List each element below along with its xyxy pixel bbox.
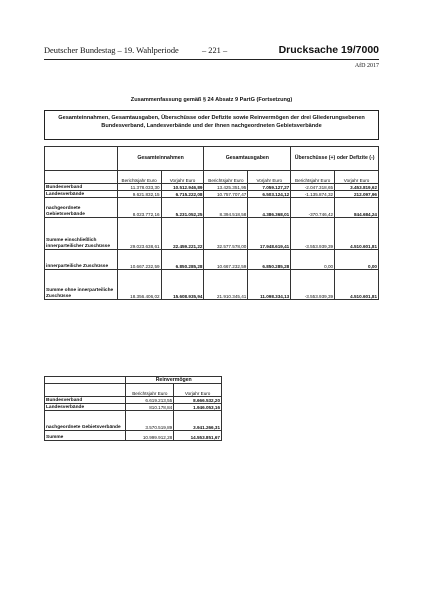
- column-header: Vorjahr Euro: [161, 171, 204, 184]
- cell-value: 8.023.772,16: [117, 198, 161, 218]
- column-header: Vorjahr Euro: [174, 384, 222, 397]
- cell-value: 1.946.053,16: [174, 404, 222, 411]
- table-row: [45, 397, 222, 404]
- cell-value: 10.512.946,89: [161, 184, 204, 191]
- corner-cell: [45, 384, 126, 397]
- group-header: Reinvermögen: [126, 377, 222, 384]
- cell-value: -3.553.939,39: [291, 218, 335, 250]
- cell-value: 6.850.285,28: [161, 250, 204, 270]
- cell-value: 3.941.266,31: [174, 411, 222, 431]
- page-header: [44, 44, 379, 58]
- table-row: [45, 191, 379, 198]
- cell-value: -2.047.318,65: [291, 184, 335, 191]
- cell-value: 10.757.707,47: [204, 191, 248, 198]
- cell-value: 11.098.334,13: [248, 270, 291, 300]
- row-label: nachgeordnete Gebietsverbände: [45, 411, 126, 431]
- cell-value: 22.459.221,22: [161, 218, 204, 250]
- table-row: [45, 411, 222, 431]
- cell-value: 212.097,96: [335, 191, 379, 198]
- table-row: [45, 184, 379, 191]
- cell-value: 0,00: [291, 250, 335, 270]
- cell-value: 18.356.406,02: [117, 270, 161, 300]
- table-row: [45, 198, 379, 218]
- row-label: Landesverbände: [45, 404, 126, 411]
- cell-value: 10.667.232,59: [117, 250, 161, 270]
- table-row: [45, 431, 222, 441]
- cell-value: 844.684,24: [335, 198, 379, 218]
- summary-table: [44, 146, 379, 300]
- cell-value: -370.746,42: [291, 198, 335, 218]
- cell-value: 4.510.601,81: [335, 270, 379, 300]
- cell-value: -3.553.939,39: [291, 270, 335, 300]
- cell-value: 5.231.052,25: [161, 198, 204, 218]
- cell-value: 8.394.518,58: [204, 198, 248, 218]
- cell-value: 0,00: [335, 250, 379, 270]
- group-header: Überschüsse (+) oder Defizite (-): [291, 147, 379, 171]
- table-row: [45, 250, 379, 270]
- cell-value: 15.608.935,94: [161, 270, 204, 300]
- header-rule: [44, 59, 379, 60]
- column-header: Berichtsjahr Euro: [117, 171, 161, 184]
- cell-value: 6.850.285,28: [248, 250, 291, 270]
- cell-value: 6.503.124,12: [248, 191, 291, 198]
- column-header: Berichtsjahr Euro: [291, 171, 335, 184]
- net-assets-table: [44, 376, 222, 441]
- row-label: Summe einschließlich innerparteilicher Zuschüsse: [45, 218, 118, 250]
- page-number: – 221 –: [202, 46, 228, 55]
- cell-value: 9.621.832,15: [117, 191, 161, 198]
- table-row: [45, 218, 379, 250]
- row-label: Landesverbände: [45, 191, 118, 198]
- group-header: Gesamteinnahmen: [117, 147, 204, 171]
- cell-value: 810.178,84: [126, 404, 174, 411]
- cell-value: -1.135.874,32: [291, 191, 335, 198]
- cell-value: 11.378.033,30: [117, 184, 161, 191]
- cell-value: 32.577.578,00: [204, 218, 248, 250]
- row-label: Bundesverband: [45, 397, 126, 404]
- cell-value: 13.425.351,95: [204, 184, 248, 191]
- cell-value: 3.453.819,62: [335, 184, 379, 191]
- corner-cell: [45, 147, 118, 171]
- table-row: [45, 270, 379, 300]
- cell-value: 17.948.619,41: [248, 218, 291, 250]
- group-header: Gesamtausgaben: [204, 147, 291, 171]
- document-number: Drucksache 19/7000: [278, 44, 379, 56]
- cell-value: 4.386.368,01: [248, 198, 291, 218]
- column-header: Berichtsjahr Euro: [126, 384, 174, 397]
- party-year-label: AfD 2017: [354, 63, 379, 69]
- cell-value: 3.570.519,89: [126, 411, 174, 431]
- column-header: Vorjahr Euro: [335, 171, 379, 184]
- cell-value: 6.715.222,08: [161, 191, 204, 198]
- cell-value: 8.666.532,20: [174, 397, 222, 404]
- cell-value: 14.553.851,67: [174, 431, 222, 441]
- section-title: Zusammenfassung gemäß § 24 Absatz 9 PartG (Fortsetzung): [130, 97, 293, 103]
- cell-value: 4.510.601,81: [335, 218, 379, 250]
- table-row: [45, 404, 222, 411]
- row-label: innerparteiliche Zuschüsse: [45, 250, 118, 270]
- table-heading-box: Gesamteinnahmen, Gesamtausgaben, Überschüsse oder Defizite sowie Reinvermögen der drei Gliederungsebenen Bundesverband, Landesverbände und der ihnen nachgeordneten Gebietsverbände: [44, 110, 379, 140]
- corner-cell: [45, 377, 126, 384]
- row-label: Bundesverband: [45, 184, 118, 191]
- corner-cell: [45, 171, 118, 184]
- cell-value: 29.023.638,61: [117, 218, 161, 250]
- row-label: nachgeordnete Gebietsverbände: [45, 198, 118, 218]
- cell-value: 21.910.345,41: [204, 270, 248, 300]
- column-header: Vorjahr Euro: [248, 171, 291, 184]
- parliament-label: Deutscher Bundestag – 19. Wahlperiode: [44, 46, 179, 55]
- cell-value: 10.999.912,28: [126, 431, 174, 441]
- row-label: Summe ohne innerparteiliche Zuschüsse: [45, 270, 118, 300]
- row-label: Summe: [45, 431, 126, 441]
- cell-value: 10.667.232,59: [204, 250, 248, 270]
- cell-value: 6.619.213,55: [126, 397, 174, 404]
- cell-value: 7.059.127,27: [248, 184, 291, 191]
- column-header: Berichtsjahr Euro: [204, 171, 248, 184]
